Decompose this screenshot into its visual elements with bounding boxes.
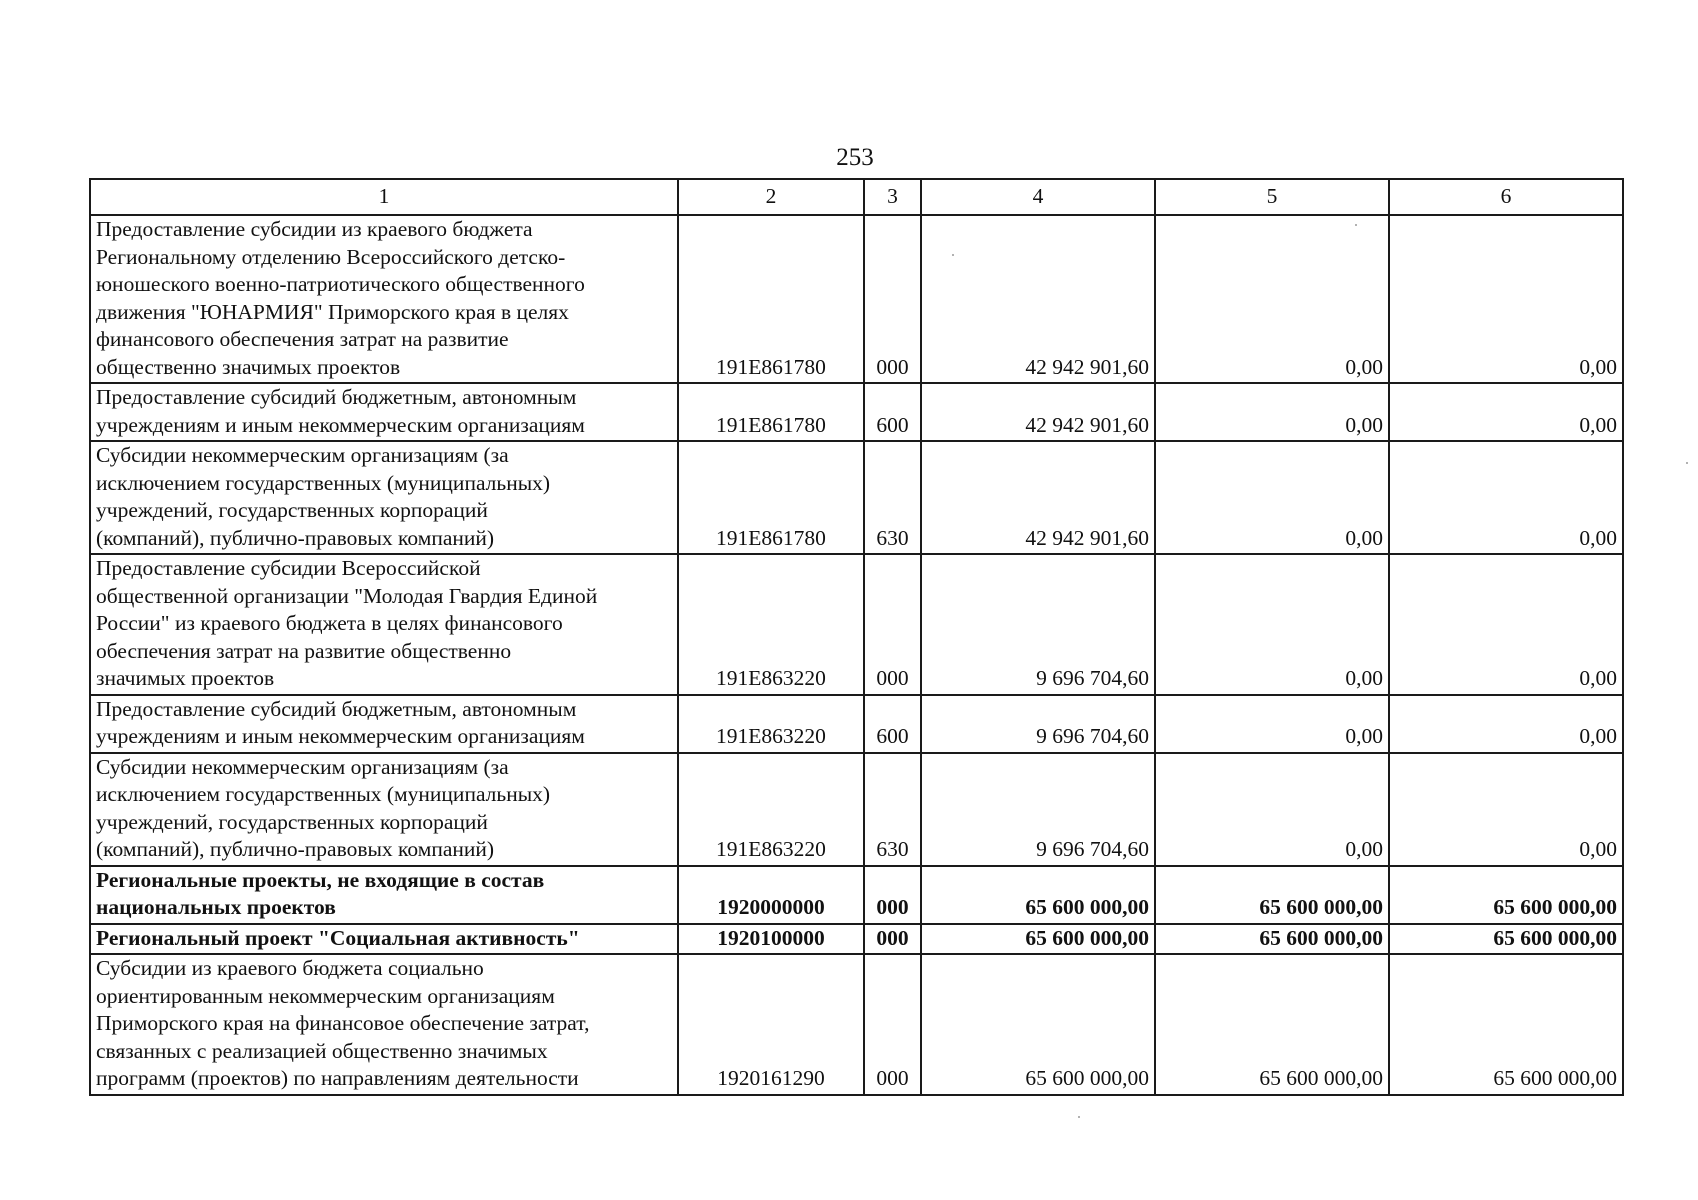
row-amount-col4: 65 600 000,00 [921, 866, 1155, 924]
row-name: Региональные проекты, не входящие в состав национальных проектов [90, 866, 678, 924]
row-name: Предоставление субсидии Всероссийской общественной организации "Молодая Гвардия Единой России" из краевого бюджета в целях финансового обеспечения затрат на развитие общественно значимых проектов [90, 554, 678, 695]
row-target-code: 1920161290 [678, 954, 864, 1095]
row-target-code: 191E863220 [678, 753, 864, 866]
table-row [90, 383, 1623, 441]
row-amount-col4: 9 696 704,60 [921, 695, 1155, 753]
budget-table [89, 178, 1624, 1096]
column-header-6: 6 [1389, 179, 1623, 215]
row-target-code: 1920000000 [678, 866, 864, 924]
scan-speck [952, 254, 954, 256]
row-amount-col5: 0,00 [1155, 215, 1389, 383]
row-expense-type: 000 [864, 215, 921, 383]
table-row [90, 753, 1623, 866]
page-number: 253 [836, 144, 874, 171]
row-amount-col6: 65 600 000,00 [1389, 954, 1623, 1095]
row-name: Предоставление субсидий бюджетным, автономным учреждениям и иным некоммерческим организациям [90, 695, 678, 753]
row-amount-col4: 42 942 901,60 [921, 383, 1155, 441]
row-amount-col4: 42 942 901,60 [921, 441, 1155, 554]
row-amount-col6: 0,00 [1389, 215, 1623, 383]
row-amount-col6: 0,00 [1389, 441, 1623, 554]
row-amount-col6: 0,00 [1389, 753, 1623, 866]
row-name: Региональный проект "Социальная активность" [90, 924, 678, 955]
row-amount-col6: 65 600 000,00 [1389, 866, 1623, 924]
row-amount-col5: 0,00 [1155, 753, 1389, 866]
table-row [90, 695, 1623, 753]
row-amount-col4: 65 600 000,00 [921, 954, 1155, 1095]
row-amount-col4: 9 696 704,60 [921, 753, 1155, 866]
row-name: Субсидии некоммерческим организациям (за исключением государственных (муниципальных) учреждений, государственных корпораций (компаний), публично-правовых компаний) [90, 753, 678, 866]
column-header-3: 3 [864, 179, 921, 215]
table-row [90, 441, 1623, 554]
column-header-2: 2 [678, 179, 864, 215]
row-amount-col5: 0,00 [1155, 695, 1389, 753]
row-target-code: 191E861780 [678, 215, 864, 383]
column-header-5: 5 [1155, 179, 1389, 215]
row-amount-col4: 9 696 704,60 [921, 554, 1155, 695]
row-amount-col5: 0,00 [1155, 441, 1389, 554]
row-target-code: 191E861780 [678, 383, 864, 441]
row-expense-type: 000 [864, 954, 921, 1095]
column-header-1: 1 [90, 179, 678, 215]
row-target-code: 1920100000 [678, 924, 864, 955]
table-row-subtotal [90, 924, 1623, 955]
row-amount-col5: 65 600 000,00 [1155, 954, 1389, 1095]
row-amount-col6: 0,00 [1389, 554, 1623, 695]
row-target-code: 191E863220 [678, 554, 864, 695]
scan-speck [1355, 224, 1357, 226]
row-amount-col5: 0,00 [1155, 383, 1389, 441]
scan-speck [1686, 462, 1688, 464]
row-amount-col6: 0,00 [1389, 695, 1623, 753]
row-expense-type: 630 [864, 441, 921, 554]
row-expense-type: 600 [864, 383, 921, 441]
row-amount-col6: 0,00 [1389, 383, 1623, 441]
column-header-4: 4 [921, 179, 1155, 215]
row-expense-type: 000 [864, 924, 921, 955]
table-row [90, 215, 1623, 383]
row-expense-type: 000 [864, 866, 921, 924]
row-amount-col4: 65 600 000,00 [921, 924, 1155, 955]
row-amount-col5: 65 600 000,00 [1155, 924, 1389, 955]
scan-speck [1078, 1116, 1080, 1118]
row-target-code: 191E863220 [678, 695, 864, 753]
row-name: Субсидии некоммерческим организациям (за исключением государственных (муниципальных) учреждений, государственных корпораций (компаний), публично-правовых компаний) [90, 441, 678, 554]
row-name: Предоставление субсидии из краевого бюджета Региональному отделению Всероссийского детско- юношеского военно-патриотического общественного движения "ЮНАРМИЯ" Приморского края в целях финансового обеспечения затрат на развитие общественно значимых проектов [90, 215, 678, 383]
table-row-subtotal [90, 866, 1623, 924]
row-expense-type: 600 [864, 695, 921, 753]
row-amount-col4: 42 942 901,60 [921, 215, 1155, 383]
table-row [90, 554, 1623, 695]
row-name: Предоставление субсидий бюджетным, автономным учреждениям и иным некоммерческим организациям [90, 383, 678, 441]
row-amount-col5: 0,00 [1155, 554, 1389, 695]
row-amount-col6: 65 600 000,00 [1389, 924, 1623, 955]
row-expense-type: 630 [864, 753, 921, 866]
table-header-row [90, 179, 1623, 215]
table-row [90, 954, 1623, 1095]
row-name: Субсидии из краевого бюджета социально ориентированным некоммерческим организациям Приморского края на финансовое обеспечение затрат, связанных с реализацией общественно значимых программ (проектов) по направлениям деятельности [90, 954, 678, 1095]
row-target-code: 191E861780 [678, 441, 864, 554]
row-amount-col5: 65 600 000,00 [1155, 866, 1389, 924]
row-expense-type: 000 [864, 554, 921, 695]
